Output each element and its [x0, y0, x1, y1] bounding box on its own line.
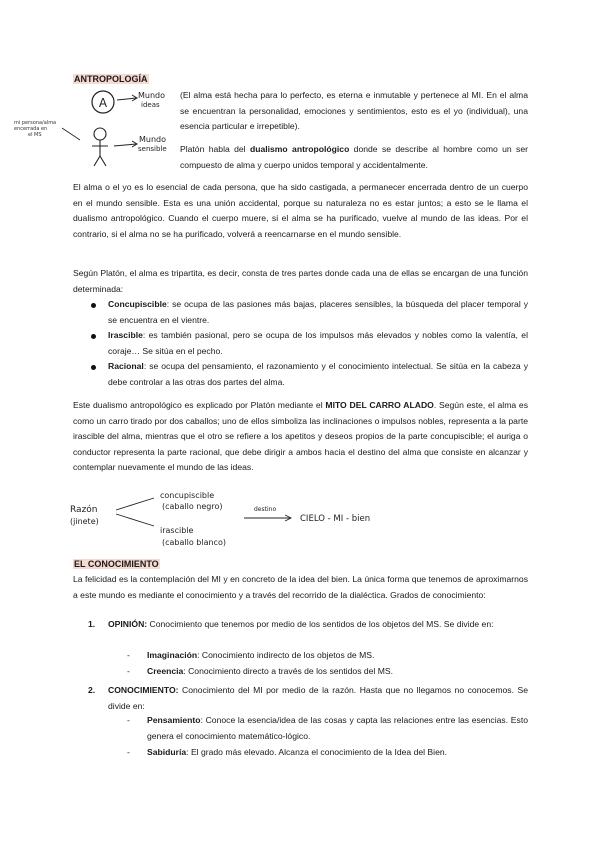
side-note-2: encerrada en — [14, 126, 48, 132]
grade-1: 1. OPINIÓN: Conocimiento que tenemos por medio de los sentidos de los objetos del MS. Se divide en: — [88, 619, 494, 629]
world-sensible-label-2: sensible — [138, 145, 167, 153]
cielo-label: CIELO - MI - bien — [300, 514, 371, 524]
caballo-negro-label: (caballo negro) — [162, 502, 223, 511]
list-item: Racional: se ocupa del pensamiento, el razonamiento y el conocimiento intelectual. Se sitúa en la cabeza y debe controlar a las otras dos partes del alma. — [108, 359, 528, 390]
razon-label: Razón — [70, 505, 98, 515]
heading-text: ANTROPOLOGÍA — [74, 74, 148, 84]
anthro-intro-2: Platón habla del dualismo antropológico donde se describe al hombre como un ser compuesto de alma y cuerpo unidos temporal y accidentalmente. — [180, 144, 528, 170]
side-note-3: el MS — [28, 132, 42, 138]
branch-down — [116, 514, 154, 526]
list-item: - Imaginación: Conocimiento indirecto de los objetos de MS. — [127, 650, 375, 660]
anthro-para-3: Este dualismo antropológico es explicado por Platón mediante el MITO DEL CARRO ALADO. Según este, el alma es como un carro tirado por dos caballos; uno de ellos simboliza las inclinaciones o impulsos nobles, representa a la parte irascible del alma, mientras que el otro se refiere a los apetitos y deseos propios de la parte concupiscible; el auriga o conductor representa la parte racional, que debe dirigir a ambos hacia el destino del alma que consiste en alcanzar y contemplar nuevamente el mundo de las ideas. — [73, 400, 528, 472]
world-sensible-label-1: Mundo — [139, 135, 167, 144]
list-item: - Sabiduría: El grado más elevado. Alcanza el conocimiento de la Idea del Bien. — [127, 747, 448, 757]
list-item: Concupiscible: se ocupa de las pasiones más bajas, placeres sensibles, la búsqueda del placer temporal y se encuentra en el vientre. — [108, 297, 528, 328]
destino-label: destino — [254, 506, 277, 513]
caballo-blanco-label: (caballo blanco) — [162, 538, 226, 547]
arrow-sensible — [114, 144, 136, 146]
heading-text: EL CONOCIMIENTO — [74, 559, 159, 569]
anthro-para-2: Según Platón, el alma es tripartita, es decir, consta de tres partes donde cada una de ellas se encargan de una función determinada: — [73, 268, 528, 294]
world-ideas-label-2: ideas — [141, 101, 160, 109]
figure-body — [92, 140, 108, 166]
side-note-arrow — [62, 128, 80, 140]
list-item: - Pensamiento: Conoce la esencia/idea de las cosas y capta las relaciones entre las esencias. Esto genera el conocimiento matemático-lógico. — [127, 715, 528, 741]
knowledge-intro: La felicidad es la contemplación del MI y en concreto de la idea del bien. La única forma que tenemos de aproximarnos a este mundo es mediante el conocimiento y a través del recorrido de la dialéctica. Grados de conocimiento: — [73, 574, 528, 600]
chariot-diagram — [68, 488, 398, 552]
list-item: - Creencia: Conocimiento directo a través de los sentidos del MS. — [127, 666, 394, 676]
anthro-intro-1: (El alma está hecha para lo perfecto, es eterna e inmutable y pertenece al MI. En el alma se encuentran la personalidad, emociones y sentimientos, esto es el yo (individual), una esencia particular e irrepetible). — [180, 90, 528, 131]
grade-2: 2. CONOCIMIENTO: Conocimiento del MI por medio de la razón. Hasta que no llegamos no conocemos. Se divide en: — [88, 685, 528, 711]
irascible-label: irascible — [160, 526, 194, 535]
side-note-1: mi persona/alma — [14, 120, 57, 126]
jinete-label: (jinete) — [70, 517, 99, 526]
soul-body-sketch — [14, 84, 184, 180]
branch-up — [116, 498, 154, 510]
section-heading-conocimiento — [73, 558, 160, 570]
concupiscible-label: concupiscible — [160, 491, 215, 500]
anthro-para-1: El alma o el yo es lo esencial de cada persona, que ha sido castigada, a permanecer encerrada dentro de un cuerpo en el mundo sensible. Esta es una unión accidental, porque su naturaleza no es estar juntos; a esto se le llama el dualismo antropológico. Cuando el cuerpo muere, si el alma se ha purificado, vuelve al mundo de las ideas. Por el contrario, si el alma no se ha purificado, volverá a reencarnarse en el mundo sensible. — [73, 182, 528, 239]
soul-letter: A — [98, 96, 108, 110]
world-ideas-label-1: Mundo — [138, 91, 166, 100]
list-item: Irascible: es también pasional, pero se ocupa de los impulsos más elevados y nobles como la valentía, el coraje… Se sitúa en el pecho. — [108, 328, 528, 359]
figure-head — [94, 128, 106, 140]
arrow-ideas — [117, 98, 136, 100]
soul-parts-list — [108, 297, 528, 390]
